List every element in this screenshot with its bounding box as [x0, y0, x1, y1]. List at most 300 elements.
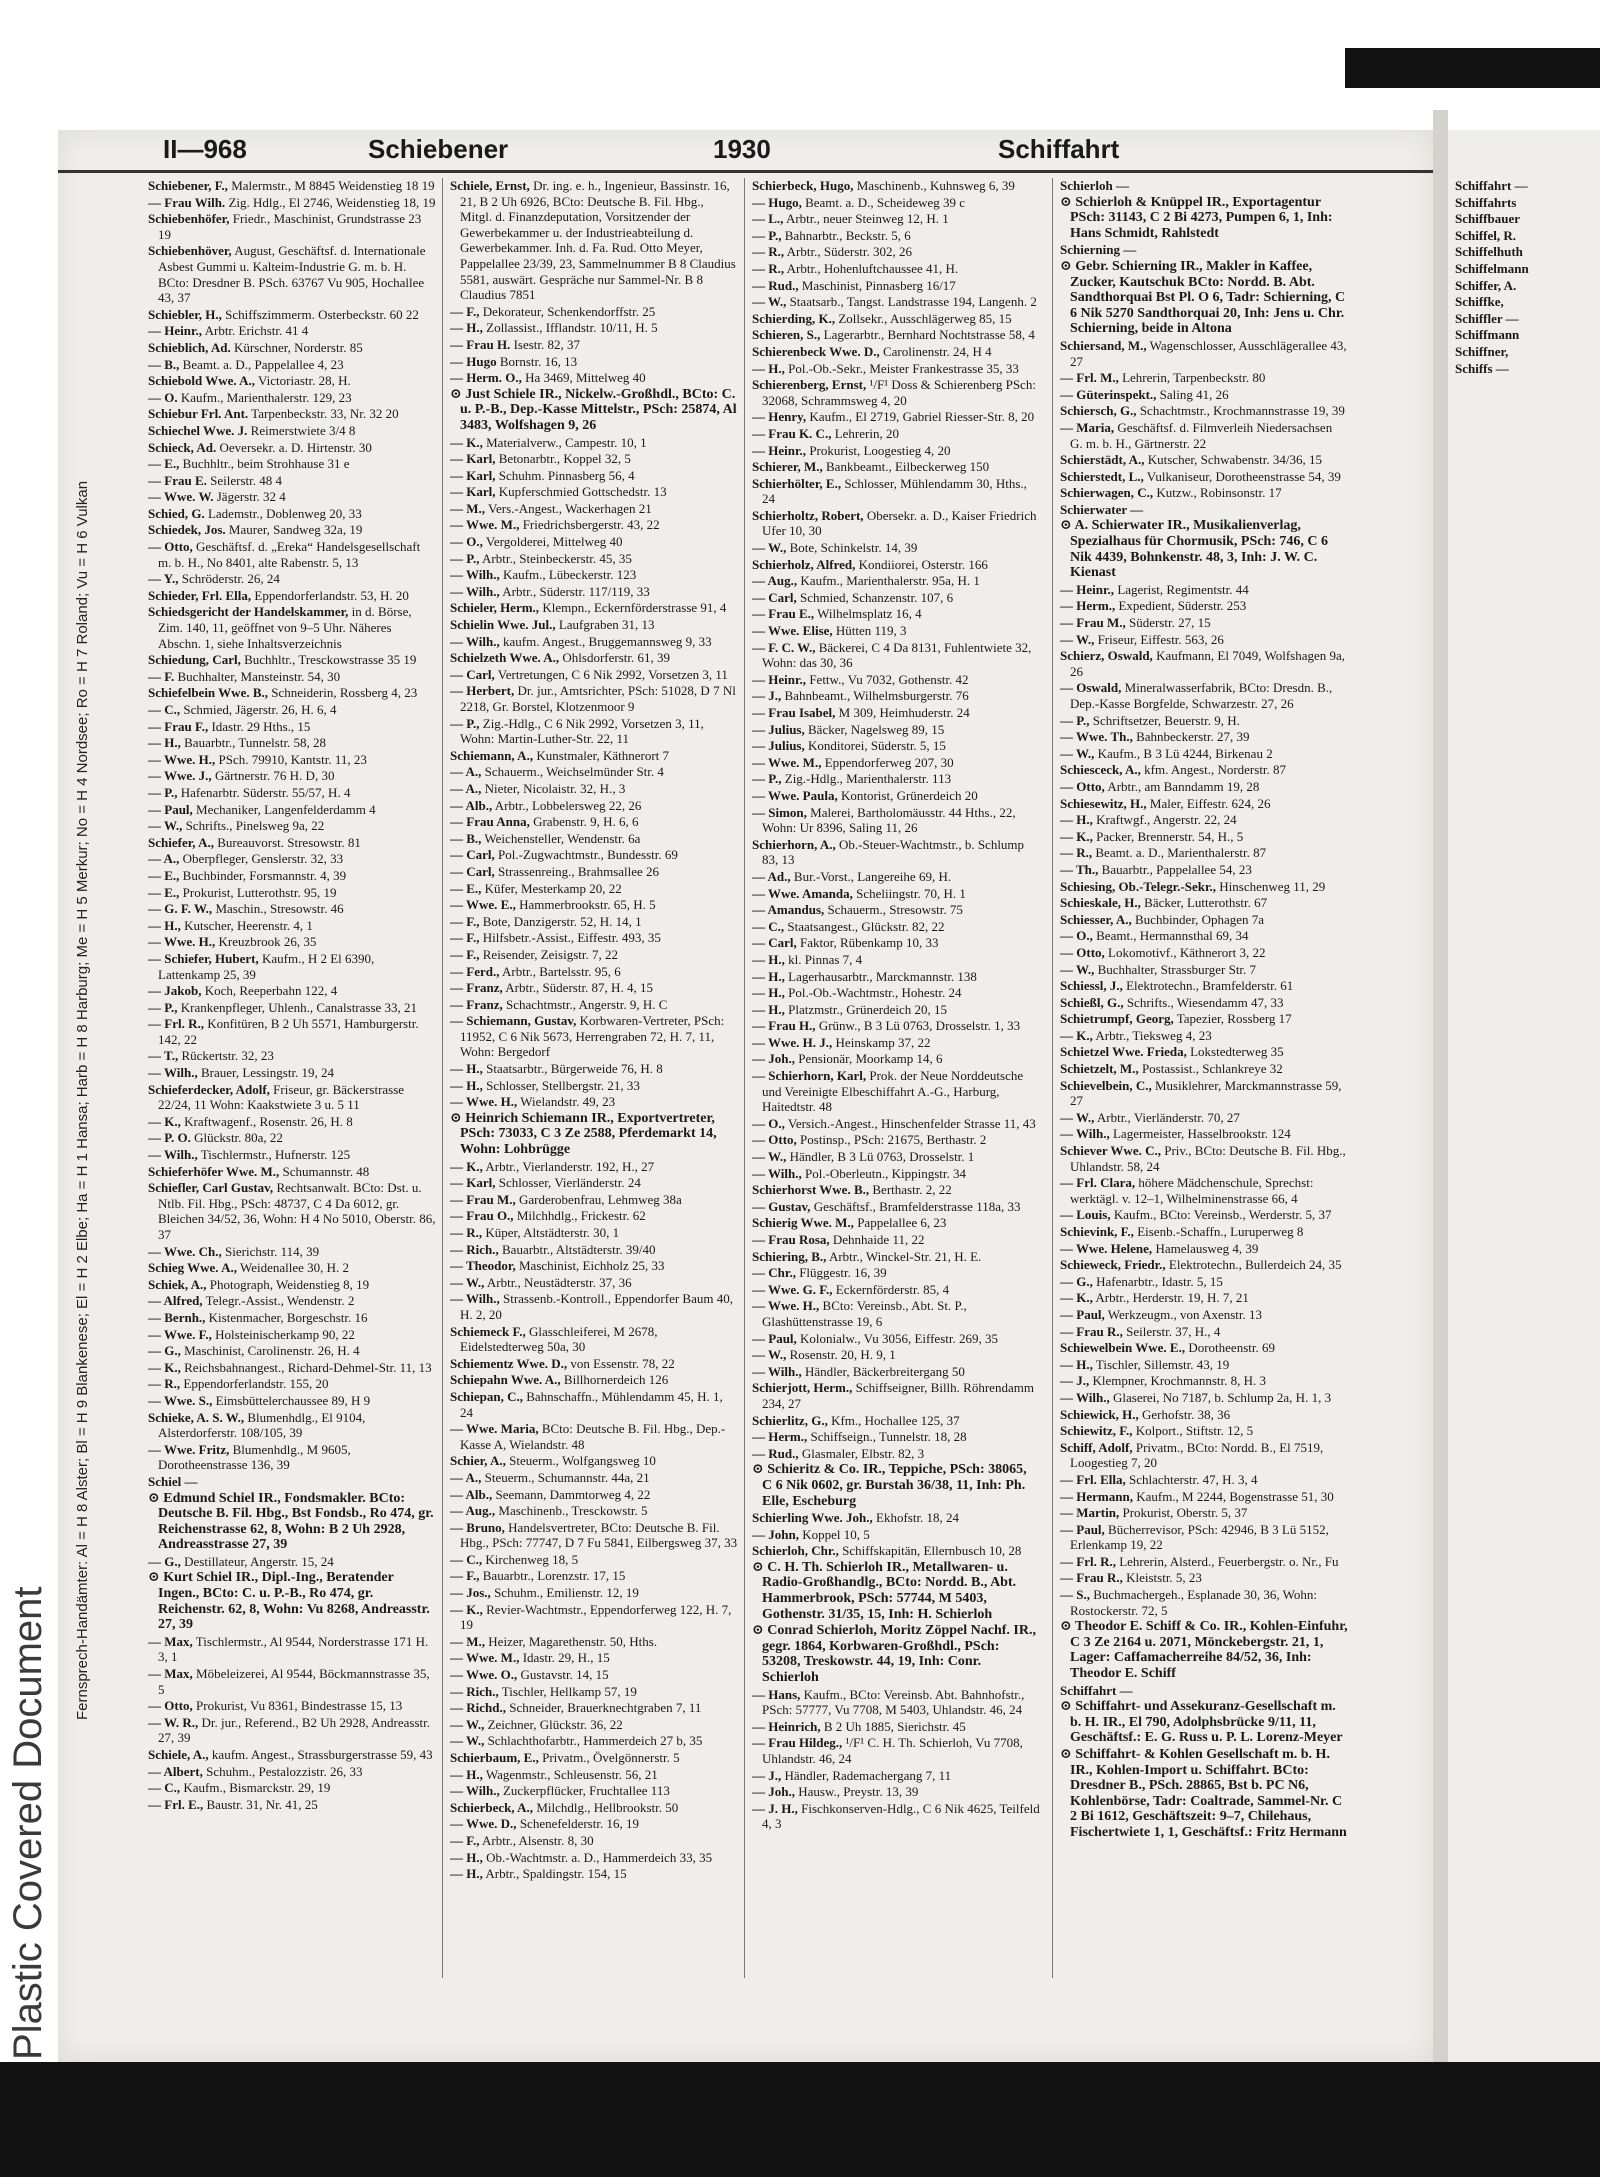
entry-details: IR., Musikalienverlag, Spezialhaus für Chormusik, PSch: 746, C 6 Nik 4439, Bohnkenstr. 48, 3, Inh: J. W. C. Kienast — [1070, 518, 1329, 581]
entry-name: ⊙ Just Schiele — [450, 386, 536, 402]
entry-details: Kleiststr. 5, 23 — [1122, 1570, 1202, 1586]
entry-name: Schiesceck, A., — [1060, 762, 1141, 778]
entry-name: — W., — [1060, 631, 1095, 647]
entry-details: Tischler, Sillemstr. 43, 19 — [1092, 1356, 1230, 1372]
entry-details: Möbeleizerei, Al 9544, Böckmannstrasse 35, 5 — [158, 1666, 430, 1697]
directory-entry — [1060, 259, 1348, 337]
entry-details: Rosenstr. 20, H. 9, 1 — [786, 1347, 896, 1363]
entry-name: — Alb., — [450, 1486, 493, 1502]
entry-name: ⊙ Schierloh & Knüppel — [1060, 194, 1203, 210]
entry-name: Schiering, B., — [752, 1248, 827, 1264]
directory-entry — [1060, 370, 1348, 386]
entry-details: Tischlermstr., Al 9544, Norderstrasse 171 H. 3, 1 — [158, 1633, 429, 1665]
entry-details: Eckernförderstr. 85, 4 — [832, 1281, 950, 1297]
entry-details: Beamt. a. D., Scheideweg 39 c — [801, 194, 966, 210]
entry-name: — Wwe. Fritz, — [148, 1441, 230, 1457]
directory-entry — [450, 1061, 738, 1077]
directory-entry — [752, 902, 1040, 918]
directory-entry — [148, 357, 436, 373]
entry-details: Obersekr. a. D., Kaiser Friedrich Ufer 10, 30 — [762, 507, 1037, 539]
directory-entry — [1060, 1373, 1348, 1389]
directory-entry — [450, 1520, 738, 1551]
entry-details: Gerhofstr. 38, 36 — [1138, 1406, 1231, 1422]
entry-name: Schieler, Herm., — [450, 600, 540, 616]
entry-details: Ha 3469, Mittelweg 40 — [521, 370, 646, 386]
entry-name: — E., — [148, 456, 180, 472]
entry-name: — Frl. Ella, — [1060, 1471, 1126, 1487]
entry-name: — W., — [752, 1149, 787, 1165]
directory-entry — [752, 178, 1040, 194]
entry-name: Schiffelhuth — [1455, 244, 1523, 260]
entry-details: Berthastr. 2, 22 — [869, 1182, 952, 1198]
directory-entry — [1060, 796, 1348, 812]
entry-details: Materialverw., Campestr. 10, 1 — [482, 434, 647, 450]
entry-details: Vertretungen, C 6 Nik 2992, Vorsetzen 3, 11 — [494, 666, 728, 682]
directory-entry — [752, 672, 1040, 688]
directory-entry — [1060, 1110, 1348, 1126]
directory-entry — [450, 1389, 738, 1420]
entry-details: Saling 41, 26 — [1156, 386, 1229, 402]
entry-name: — M., — [450, 500, 486, 516]
entry-details: Strassenb.-Kontroll., Eppendorfer Baum 40, H. 2, 20 — [460, 1291, 733, 1322]
entry-details: Küfer, Mesterkamp 20, 22 — [481, 880, 622, 896]
entry-name: — Simon, — [752, 804, 807, 820]
entry-details: Schuhm. Pinnasberg 56, 4 — [495, 467, 635, 483]
entry-details: Kunstmaler, Käthnerort 7 — [533, 747, 670, 763]
entry-details: Maschinist, Carolinenstr. 26, H. 4 — [180, 1343, 360, 1359]
entry-name: Schietrumpf, Georg, — [1060, 1011, 1174, 1027]
directory-entry — [450, 683, 738, 714]
entry-details: Bauarbtr., Lorenzstr. 17, 15 — [479, 1568, 626, 1584]
entry-name: Schiffmann — [1455, 327, 1520, 343]
directory-entry — [450, 484, 738, 500]
directory-entry — [450, 534, 738, 550]
entry-details: Pol.-Oberleutn., Kippingstr. 34 — [801, 1165, 967, 1181]
entry-name: — Aug., — [450, 1503, 496, 1519]
directory-entry — [1060, 1307, 1348, 1323]
directory-entry — [752, 738, 1040, 754]
entry-name: — Paul, — [1060, 1521, 1105, 1537]
entry-details: Kaufm., B 3 Lü 4244, Birkenau 2 — [1094, 745, 1273, 761]
entry-details: Staatsarbtr., Bürgerweide 76, H. 8 — [482, 1061, 663, 1077]
entry-name: — R., — [752, 260, 785, 276]
entry-details: Lagerhausarbtr., Marckmannstr. 138 — [784, 968, 977, 984]
entry-details: Hammerbrookstr. 65, H. 5 — [515, 897, 656, 913]
directory-entry — [752, 1331, 1040, 1347]
entry-details: kaufm. Angest., Strassburgerstrasse 59, 43 — [208, 1747, 433, 1762]
entry-name: — F., — [450, 930, 480, 946]
directory-entry — [752, 886, 1040, 902]
entry-details: IR., Kohlen-Einfuhr, C 3 Ze 2164 u. 2071, Mönckebergstr. 21, 1, Lager: Caffamacherreihe 84/52, 36, Inh: Theodor E. Schiff — [1070, 1619, 1348, 1682]
directory-entry — [450, 1667, 738, 1683]
entry-details: Gärtnerstr. 76 H. D, 30 — [211, 768, 335, 784]
directory-entry — [450, 1833, 738, 1849]
directory-entry — [1060, 812, 1348, 828]
entry-name: — Wilh., — [450, 1783, 500, 1799]
directory-entry — [752, 1068, 1040, 1115]
entry-details: Heizer, Magarethenstr. 50, Hths. — [485, 1633, 658, 1649]
entry-name: Schierloh — — [1060, 178, 1129, 193]
directory-entry — [450, 748, 738, 764]
entry-name: — Güterinspekt., — [1060, 386, 1157, 402]
entry-name: — John, — [752, 1526, 799, 1542]
entry-name: — Rud., — [752, 1445, 799, 1461]
entry-name: — Th., — [1060, 861, 1099, 877]
directory-entry — [450, 304, 738, 320]
entry-details: Schröderstr. 26, 24 — [178, 571, 280, 587]
directory-entry — [148, 489, 436, 505]
entry-name: — T., — [148, 1048, 179, 1064]
entry-details: Schauerm., Weichselmünder Str. 4 — [481, 764, 664, 780]
entry-name: — Frl. R., — [1060, 1553, 1116, 1569]
directory-entry — [148, 1244, 436, 1260]
directory-entry — [1060, 1407, 1348, 1423]
entry-details: Schiffseigner, Billh. Röhrendamm 234, 27 — [762, 1380, 1034, 1411]
entry-details: Weidenallee 30, H. 2 — [236, 1260, 350, 1276]
entry-details: Wilhelmsplatz 16, 4 — [814, 606, 922, 622]
entry-details: Tischlermstr., Hufnerstr. 125 — [197, 1147, 351, 1163]
directory-entry — [450, 1552, 738, 1568]
entry-name: Schierjott, Herm., — [752, 1380, 853, 1396]
entry-name: — R., — [1060, 845, 1093, 861]
entry-details: Bauarbtr., Altstädterstr. 39/40 — [498, 1241, 656, 1257]
entry-details: Pensionär, Moorkamp 14, 6 — [794, 1051, 943, 1067]
directory-entry — [752, 327, 1040, 343]
entry-details: Pol.-Ob.-Wachtmstr., Hohestr. 24 — [784, 985, 962, 1001]
entry-name: Schielzeth Wwe. A., — [450, 650, 560, 666]
directory-entry — [450, 1487, 738, 1503]
directory-entry — [1060, 729, 1348, 745]
directory-entry — [752, 869, 1040, 885]
directory-entry — [148, 1277, 436, 1293]
entry-name: — Bernh., — [148, 1309, 206, 1325]
entry-name: Schied, G. — [148, 505, 205, 521]
directory-entry — [1060, 485, 1348, 501]
entry-details: Privatm., Övelgönnerstr. 5 — [538, 1750, 680, 1765]
entry-details: Bornstr. 16, 13 — [496, 353, 578, 369]
entry-details: Kraftwgf., Angerstr. 22, 24 — [1092, 812, 1237, 828]
entry-name: — Wwe. H. J., — [752, 1034, 833, 1050]
entry-details: Platzmstr., Grünerdeich 20, 15 — [784, 1001, 947, 1017]
directory-entry — [1060, 242, 1348, 258]
entry-name: — R., — [752, 244, 785, 260]
directory-entry — [1060, 403, 1348, 419]
exchange-legend: Fernsprech-Handämter: Al = H 8 Alster; Bl = H 9 Blankenese; El = H 2 Elbe; Ha = H 1 Hansa; Harb = H 8 Harburg; Me = H 5 Merkur; No = H 4 Nordsee; Ro = H 7 Roland; Vu = H 6 Vulkan — [74, 480, 91, 1720]
entry-details: kfm. Angest., Norderstr. 87 — [1140, 762, 1287, 778]
directory-entry — [752, 952, 1040, 968]
entry-name: — Frau E. — [148, 472, 207, 488]
entry-details: Kaufm., Lübeckerstr. 123 — [499, 567, 637, 583]
entry-details: Postinsp., PSch: 21675, Berthastr. 2 — [796, 1132, 987, 1148]
directory-entry — [148, 802, 436, 818]
entry-name: — Frau H. — [450, 336, 511, 352]
entry-details: Eppendorferlandstr. 53, H. 20 — [251, 587, 409, 603]
directory-entry — [1060, 829, 1348, 845]
entry-name: — P., — [148, 999, 178, 1015]
directory-entry — [148, 719, 436, 735]
entry-name: — Frau H., — [752, 1018, 816, 1034]
entry-details: Kaufm., Marienthalerstr. 129, 23 — [177, 389, 352, 405]
entry-name: — Max, — [148, 1633, 193, 1649]
directory-entry — [752, 1051, 1040, 1067]
entry-name: Schiffner, — [1455, 343, 1509, 359]
entry-details: Versich.-Angest., Hinschenfelder Strasse 11, 43 — [784, 1115, 1036, 1131]
entry-name: Schießl, G., — [1060, 994, 1124, 1010]
entry-details: höhere Mädchenschule, Sprechst: werktägl. v. 12–1, Wilhelminenstrasse 66, 4 — [1070, 1175, 1314, 1206]
entry-name: Schiedung, Carl, — [148, 652, 241, 668]
entry-name: Schietzelt, M., — [1060, 1061, 1139, 1077]
directory-entry — [752, 1199, 1040, 1215]
entry-name: — Martin, — [1060, 1505, 1120, 1521]
entry-details: Oeversekr. a. D. Hirtenstr. 30 — [216, 439, 372, 455]
directory-entry — [1060, 1554, 1348, 1570]
directory-entry — [148, 652, 436, 668]
entry-name: Schierbeck, Hugo, — [752, 178, 854, 193]
directory-entry — [1455, 278, 1595, 294]
entry-name: — O., — [1060, 928, 1093, 944]
directory-entry — [752, 722, 1040, 738]
directory-entry — [1060, 1440, 1348, 1471]
entry-details: Glasmaler, Elbstr. 82, 3 — [798, 1445, 925, 1461]
entry-name: — Franz, — [450, 996, 503, 1012]
entry-name: Schiffbauer — [1455, 211, 1520, 227]
entry-name: Schierholz, Alfred, — [752, 556, 856, 572]
entry-name: — B., — [148, 356, 180, 372]
directory-entry — [752, 1527, 1040, 1543]
column-divider — [1052, 178, 1053, 1978]
entry-details: Prokurist, Vu 8361, Bindestrasse 15, 13 — [192, 1698, 403, 1714]
entry-name: — P., — [450, 550, 480, 566]
directory-entry — [752, 1543, 1040, 1559]
directory-column-4 — [1060, 178, 1348, 1978]
entry-details: Eisenb.-Schaffn., Luruperweg 8 — [1133, 1224, 1304, 1239]
entry-details: Kutzw., Robinsonstr. 17 — [1153, 485, 1282, 501]
entry-name: Schierstädt, A., — [1060, 452, 1145, 468]
directory-entry — [148, 818, 436, 834]
entry-name: — H., — [1060, 1356, 1093, 1372]
entry-details: Schlosser, Stellbergstr. 21, 33 — [482, 1077, 640, 1093]
directory-entry — [1060, 615, 1348, 631]
directory-entry — [450, 1324, 738, 1355]
directory-entry — [1060, 912, 1348, 928]
entry-details: Kfm., Hochallee 125, 37 — [827, 1412, 960, 1428]
directory-entry — [752, 1265, 1040, 1281]
entry-name: — E., — [148, 884, 180, 900]
directory-column-2 — [450, 178, 738, 1978]
directory-entry — [1060, 195, 1348, 242]
directory-entry — [450, 1094, 738, 1110]
entry-name: — Herm., — [752, 1429, 808, 1445]
entry-details: Privatm., BCto: Nordd. B., El 7519, Loogestieg 7, 20 — [1070, 1439, 1324, 1471]
entry-details: Arbtr., Vierländerstr. 70, 27 — [1094, 1109, 1240, 1125]
directory-entry — [148, 1376, 436, 1392]
directory-entry — [148, 669, 436, 685]
entry-details: Schauerm., Stresowstr. 75 — [824, 902, 963, 918]
entry-details: Schrifts., Wiesendamm 47, 33 — [1123, 994, 1284, 1010]
directory-entry — [752, 409, 1040, 425]
entry-details: Flüggestr. 16, 39 — [795, 1265, 887, 1281]
entry-details: Arbtr., Winckel-Str. 21, H. E. — [826, 1248, 982, 1264]
entry-details: Ekhofstr. 18, 24 — [872, 1510, 960, 1526]
entry-details: Kaufm., El 2719, Gabriel Riesser-Str. 8, 20 — [806, 409, 1035, 425]
directory-entry — [1060, 1340, 1348, 1356]
entry-details: Dehnhaide 11, 22 — [829, 1232, 925, 1247]
directory-entry — [148, 1393, 436, 1409]
entry-details: BCto: Vereinsb., Abt. St. P., Glashüttenstrasse 19, 6 — [762, 1298, 967, 1329]
entry-name: — O., — [752, 1115, 785, 1131]
entry-details: Koch, Reeperbahn 122, 4 — [201, 983, 338, 999]
entry-name: Schierbaum, E., — [450, 1750, 539, 1765]
entry-details: Buchbinder, Forsmannstr. 4, 39 — [179, 867, 347, 883]
directory-entry — [752, 211, 1040, 227]
entry-name: Schierhölter, E., — [752, 475, 842, 491]
directory-entry — [1060, 1522, 1348, 1553]
entry-details: Handelsvertreter, BCto: Deutsche B. Fil. Hbg., PSch: 77747, D 7 Fu 5841, Eilbergsweg 37, 33 — [460, 1519, 738, 1551]
directory-entry — [148, 702, 436, 718]
directory-entry — [752, 1182, 1040, 1198]
directory-entry — [1060, 598, 1348, 614]
entry-name: Schiersch, G., — [1060, 403, 1137, 419]
entry-details: Händler, Bäckerbreitergang 50 — [801, 1363, 965, 1379]
entry-name: Schierstedt, L., — [1060, 468, 1144, 484]
directory-entry — [450, 337, 738, 353]
directory-entry — [1455, 311, 1595, 327]
directory-entry — [148, 423, 436, 439]
entry-details: Eppendorferlandstr. 155, 20 — [180, 1376, 329, 1392]
entry-name: — H., — [752, 360, 785, 376]
directory-entry — [752, 426, 1040, 442]
directory-entry — [1060, 978, 1348, 994]
directory-entry — [752, 1768, 1040, 1784]
directory-entry — [752, 294, 1040, 310]
entry-details: Lehrerin, Alsterd., Feuerbergstr. o. Nr., Fu — [1115, 1553, 1339, 1569]
entry-details: Vulkaniseur, Dorotheenstrasse 54, 39 — [1143, 468, 1341, 484]
directory-entry — [450, 1602, 738, 1633]
entry-name: — R., — [148, 1376, 181, 1392]
directory-entry — [1060, 1357, 1348, 1373]
entry-name: — K., — [1060, 828, 1093, 844]
entry-details: Konfitüren, B 2 Uh 5571, Hamburgerstr. 142, 22 — [158, 1016, 419, 1047]
entry-details: Maschinenb., Kuhnsweg 6, 39 — [853, 178, 1015, 193]
directory-entry — [752, 1784, 1040, 1800]
directory-entry — [1060, 1423, 1348, 1439]
entry-details: Arbtr., Herderstr. 19, H. 7, 21 — [1092, 1290, 1249, 1306]
directory-entry — [752, 476, 1040, 507]
entry-details: in d. Börse, Zim. 140, 11, geöffnet von 9–5 Uhr. Näheres Abschn. 1, siehe Inhaltsverzeichnis — [158, 604, 412, 651]
directory-entry — [450, 1258, 738, 1274]
entry-name: — Wwe. M., — [450, 1650, 520, 1666]
directory-entry — [148, 522, 436, 538]
entry-name: Schievink, F., — [1060, 1224, 1134, 1239]
entry-name: Schieck, Ad. — [148, 439, 217, 455]
entry-name: — A., — [450, 764, 482, 780]
entry-name: — Louis, — [1060, 1207, 1111, 1223]
directory-entry — [148, 1634, 436, 1665]
entry-name: Schiebenhöver, — [148, 243, 232, 259]
guide-word-last: Schiffahrt — [998, 134, 1120, 164]
entry-details: Maschinenb., Tresckowstr. 5 — [495, 1503, 648, 1519]
entry-name: Schieren, S., — [752, 327, 821, 343]
entry-details: Kolport., Stiftstr. 12, 5 — [1132, 1423, 1254, 1439]
entry-details: Steuerm., Wolfgangsweg 10 — [505, 1453, 656, 1469]
entry-details: Postassist., Schlankreye 32 — [1138, 1061, 1283, 1077]
entry-details: Lokstedterweg 35 — [1186, 1044, 1284, 1060]
entry-name: — Jos., — [450, 1585, 491, 1601]
directory-entry — [450, 1421, 738, 1452]
directory-entry — [1455, 294, 1595, 310]
entry-name: — Wwe. H., — [752, 1298, 820, 1314]
entry-name: — E., — [450, 880, 482, 896]
directory-entry — [148, 685, 436, 701]
entry-name: — W. R., — [148, 1714, 199, 1730]
entry-details: Bur.-Vorst., Langereihe 69, H. — [790, 868, 952, 884]
entry-name: — B., — [450, 830, 482, 846]
directory-entry — [752, 344, 1040, 360]
directory-entry — [752, 443, 1040, 459]
entry-name: — Theodor, — [450, 1258, 516, 1274]
directory-entry — [450, 914, 738, 930]
entry-details: Glaserei, No 7187, b. Schlump 2a, H. 1, 3 — [1109, 1389, 1332, 1405]
entry-details: Priv., BCto: Deutsche B. Fil. Hbg., Uhlandstr. 58, 24 — [1070, 1143, 1346, 1174]
directory-entry — [752, 640, 1040, 671]
entry-name: — E., — [148, 867, 180, 883]
directory-entry — [148, 1410, 436, 1441]
directory-entry — [752, 1719, 1040, 1735]
entry-details: Kontorist, Grünerdeich 20 — [837, 787, 978, 803]
entry-details: Lagerarbtr., Bernhard Nochtstrasse 58, 4 — [820, 327, 1035, 343]
entry-details: Schuhm., Pestalozzistr. 26, 33 — [202, 1763, 363, 1779]
entry-details: Grabenstr. 9, H. 6, 6 — [529, 814, 639, 830]
entry-name: Schieg Wwe. A., — [148, 1260, 237, 1276]
entry-details: Ob.-Steuer-Wachtmstr., b. Schlump 83, 13 — [762, 836, 1025, 868]
entry-name: — Frau O., — [450, 1208, 514, 1224]
entry-name: Schiel — — [148, 1473, 198, 1489]
entry-name: — J., — [752, 1767, 782, 1783]
entry-name: — Wwe. E., — [450, 897, 516, 913]
entry-details: Zollsekr., Ausschlägerweg 85, 15 — [835, 310, 1012, 326]
directory-entry — [752, 1510, 1040, 1526]
entry-name: — Carl, — [752, 935, 797, 951]
entry-name: Schiepahn Wwe. A., — [450, 1372, 561, 1388]
entry-details: Zuckerpflücker, Fruchtallee 113 — [499, 1783, 670, 1799]
directory-column-1 — [148, 178, 436, 1978]
entry-details: ¹/F¹ C. H. Th. Schierloh, Vu 7708, Uhlandstr. 46, 24 — [762, 1735, 1023, 1766]
column-divider — [744, 178, 745, 1978]
entry-details: Pol.-Zugwachtmstr., Bundesstr. 69 — [494, 847, 678, 863]
directory-entry — [148, 604, 436, 651]
directory-entry — [148, 243, 436, 305]
entry-name: — Frau Isabel, — [752, 705, 836, 720]
directory-entry — [752, 1364, 1040, 1380]
entry-details: Friedrichsbergerstr. 43, 22 — [519, 517, 660, 533]
entry-name: — H., — [450, 1061, 483, 1077]
entry-details: Prokurist, Loogestieg 4, 20 — [806, 442, 951, 458]
entry-details: Korbwaren-Vertreter, PSch: 11952, C 6 Nik 5673, Herrengraben 72, H. 7, 11, Wohn: Bergedorf — [460, 1013, 725, 1060]
entry-name: — Gustav, — [752, 1198, 811, 1214]
entry-details: Geschäftsf. d. „Ereka“ Handelsgesellschaft m. b. H., No 8401, alte Rabenstr. 5, 13 — [158, 539, 421, 570]
directory-entry — [1060, 1257, 1348, 1273]
entry-name: ⊙ Heinrich Schiemann — [450, 1110, 588, 1126]
entry-name: — Otto, — [1060, 944, 1105, 960]
entry-name: Schieder, Frl. Ella, — [148, 587, 252, 603]
directory-entry — [148, 1780, 436, 1796]
entry-details: Elektrotechn., Bramfelderstr. 61 — [1122, 978, 1294, 994]
entry-name: — Henry, — [752, 409, 807, 425]
directory-entry — [450, 1733, 738, 1749]
entry-name: ⊙ Edmund Schiel — [148, 1490, 255, 1506]
entry-name: — Hugo — [450, 353, 497, 369]
entry-name: — Carl, — [752, 589, 797, 605]
